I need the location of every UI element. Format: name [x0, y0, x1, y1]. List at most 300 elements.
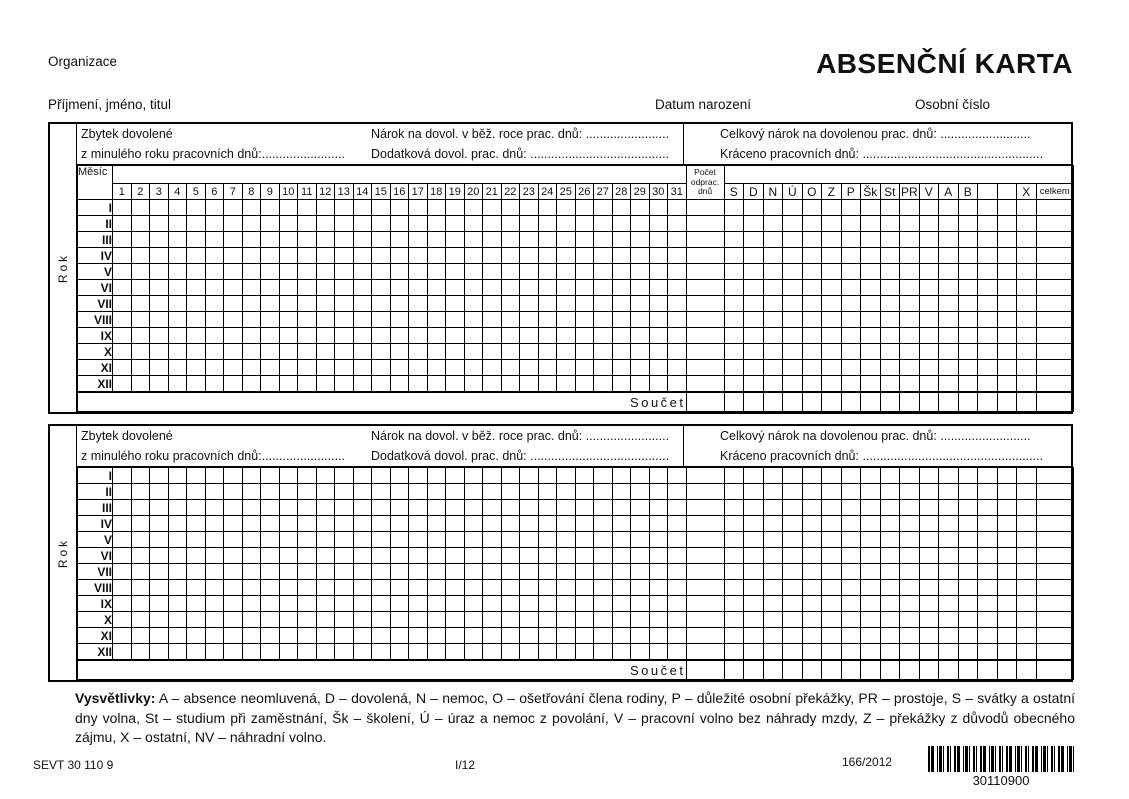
- day-cell[interactable]: [631, 548, 650, 564]
- day-cell[interactable]: [631, 644, 650, 661]
- day-cell[interactable]: [205, 500, 224, 516]
- day-cell[interactable]: [538, 280, 557, 296]
- day-cell[interactable]: [668, 628, 687, 644]
- day-cell[interactable]: [372, 564, 391, 580]
- type-total-cell[interactable]: [841, 532, 861, 548]
- day-cell[interactable]: [409, 500, 428, 516]
- type-total-cell[interactable]: [744, 264, 764, 280]
- day-cell[interactable]: [335, 376, 354, 393]
- day-cell[interactable]: [372, 264, 391, 280]
- day-cell[interactable]: [612, 376, 631, 393]
- day-cell[interactable]: [631, 200, 650, 216]
- day-cell[interactable]: [168, 360, 187, 376]
- day-cell[interactable]: [279, 232, 298, 248]
- type-total-cell[interactable]: [919, 548, 939, 564]
- day-cell[interactable]: [483, 468, 502, 484]
- type-total-cell[interactable]: [919, 312, 939, 328]
- type-total-cell[interactable]: [1036, 264, 1073, 280]
- previous-year-remaining-field[interactable]: z minulého roku pracovních dnů:........................: [81, 147, 346, 161]
- day-cell[interactable]: [483, 596, 502, 612]
- day-cell[interactable]: [501, 200, 520, 216]
- type-total-cell[interactable]: [783, 264, 803, 280]
- day-cell[interactable]: [261, 296, 280, 312]
- day-cell[interactable]: [649, 360, 668, 376]
- type-total-cell[interactable]: [744, 500, 764, 516]
- day-cell[interactable]: [538, 596, 557, 612]
- type-total-cell[interactable]: [783, 628, 803, 644]
- day-cell[interactable]: [242, 248, 261, 264]
- day-cell[interactable]: [483, 564, 502, 580]
- day-cell[interactable]: [668, 548, 687, 564]
- type-total-cell[interactable]: [802, 532, 822, 548]
- day-cell[interactable]: [168, 596, 187, 612]
- day-cell[interactable]: [390, 644, 409, 661]
- reduced-days-field[interactable]: Kráceno pracovních dnů: ....................................................: [720, 449, 1044, 463]
- type-total-cell[interactable]: [1036, 280, 1073, 296]
- day-cell[interactable]: [131, 264, 150, 280]
- day-cell[interactable]: [187, 312, 206, 328]
- sum-type-cell[interactable]: [919, 660, 939, 680]
- day-cell[interactable]: [446, 376, 465, 393]
- day-cell[interactable]: [575, 548, 594, 564]
- day-cell[interactable]: [316, 532, 335, 548]
- day-cell[interactable]: [335, 232, 354, 248]
- day-cell[interactable]: [612, 328, 631, 344]
- day-cell[interactable]: [150, 596, 169, 612]
- day-cell[interactable]: [446, 248, 465, 264]
- worked-days-cell[interactable]: [686, 516, 724, 532]
- type-total-cell[interactable]: [900, 484, 920, 500]
- day-cell[interactable]: [224, 516, 243, 532]
- type-total-cell[interactable]: [900, 580, 920, 596]
- type-total-cell[interactable]: [1017, 596, 1037, 612]
- type-total-cell[interactable]: [919, 532, 939, 548]
- day-cell[interactable]: [390, 328, 409, 344]
- type-total-cell[interactable]: [802, 612, 822, 628]
- day-cell[interactable]: [316, 216, 335, 232]
- day-cell[interactable]: [409, 360, 428, 376]
- day-cell[interactable]: [446, 216, 465, 232]
- day-cell[interactable]: [168, 200, 187, 216]
- type-total-cell[interactable]: [861, 360, 881, 376]
- day-cell[interactable]: [298, 596, 317, 612]
- day-cell[interactable]: [575, 500, 594, 516]
- day-cell[interactable]: [575, 264, 594, 280]
- day-cell[interactable]: [631, 500, 650, 516]
- previous-year-remaining-field[interactable]: z minulého roku pracovních dnů:........................: [81, 449, 346, 463]
- type-total-cell[interactable]: [724, 628, 744, 644]
- type-total-cell[interactable]: [880, 216, 900, 232]
- type-total-cell[interactable]: [783, 232, 803, 248]
- day-cell[interactable]: [113, 500, 132, 516]
- day-cell[interactable]: [594, 596, 613, 612]
- day-cell[interactable]: [557, 328, 576, 344]
- sum-type-cell[interactable]: [939, 392, 959, 412]
- day-cell[interactable]: [279, 344, 298, 360]
- day-cell[interactable]: [316, 564, 335, 580]
- day-cell[interactable]: [446, 500, 465, 516]
- day-cell[interactable]: [205, 468, 224, 484]
- day-cell[interactable]: [409, 200, 428, 216]
- type-total-cell[interactable]: [783, 360, 803, 376]
- day-cell[interactable]: [612, 264, 631, 280]
- day-cell[interactable]: [520, 216, 539, 232]
- day-cell[interactable]: [316, 264, 335, 280]
- sum-type-cell[interactable]: [783, 392, 803, 412]
- type-total-cell[interactable]: [783, 312, 803, 328]
- day-cell[interactable]: [205, 360, 224, 376]
- day-cell[interactable]: [261, 532, 280, 548]
- day-cell[interactable]: [261, 328, 280, 344]
- type-total-cell[interactable]: [861, 500, 881, 516]
- day-cell[interactable]: [520, 516, 539, 532]
- day-cell[interactable]: [612, 232, 631, 248]
- day-cell[interactable]: [279, 532, 298, 548]
- day-cell[interactable]: [372, 580, 391, 596]
- day-cell[interactable]: [353, 484, 372, 500]
- day-cell[interactable]: [575, 516, 594, 532]
- day-cell[interactable]: [575, 280, 594, 296]
- type-total-cell[interactable]: [802, 580, 822, 596]
- day-cell[interactable]: [224, 580, 243, 596]
- day-cell[interactable]: [464, 296, 483, 312]
- day-cell[interactable]: [335, 344, 354, 360]
- worked-days-cell[interactable]: [686, 376, 724, 393]
- day-cell[interactable]: [575, 248, 594, 264]
- type-total-cell[interactable]: [841, 484, 861, 500]
- day-cell[interactable]: [446, 612, 465, 628]
- type-total-cell[interactable]: [880, 312, 900, 328]
- day-cell[interactable]: [335, 580, 354, 596]
- day-cell[interactable]: [668, 612, 687, 628]
- type-total-cell[interactable]: [822, 596, 842, 612]
- worked-days-cell[interactable]: [686, 232, 724, 248]
- day-cell[interactable]: [113, 628, 132, 644]
- day-cell[interactable]: [427, 328, 446, 344]
- type-total-cell[interactable]: [1036, 232, 1073, 248]
- day-cell[interactable]: [631, 296, 650, 312]
- sum-type-cell[interactable]: [861, 660, 881, 680]
- sum-type-cell[interactable]: [978, 660, 998, 680]
- worked-days-cell[interactable]: [686, 580, 724, 596]
- day-cell[interactable]: [575, 216, 594, 232]
- type-total-cell[interactable]: [939, 248, 959, 264]
- type-total-cell[interactable]: [958, 296, 978, 312]
- day-cell[interactable]: [594, 200, 613, 216]
- day-cell[interactable]: [372, 280, 391, 296]
- day-cell[interactable]: [316, 500, 335, 516]
- day-cell[interactable]: [483, 312, 502, 328]
- day-cell[interactable]: [446, 264, 465, 280]
- day-cell[interactable]: [409, 548, 428, 564]
- day-cell[interactable]: [205, 312, 224, 328]
- type-total-cell[interactable]: [783, 248, 803, 264]
- day-cell[interactable]: [335, 484, 354, 500]
- type-total-cell[interactable]: [978, 280, 998, 296]
- day-cell[interactable]: [113, 328, 132, 344]
- type-total-cell[interactable]: [724, 232, 744, 248]
- type-total-cell[interactable]: [880, 376, 900, 393]
- type-total-cell[interactable]: [1017, 296, 1037, 312]
- day-cell[interactable]: [649, 296, 668, 312]
- day-cell[interactable]: [390, 596, 409, 612]
- day-cell[interactable]: [520, 264, 539, 280]
- day-cell[interactable]: [501, 216, 520, 232]
- day-cell[interactable]: [242, 328, 261, 344]
- day-cell[interactable]: [575, 312, 594, 328]
- type-total-cell[interactable]: [997, 628, 1017, 644]
- type-total-cell[interactable]: [822, 200, 842, 216]
- day-cell[interactable]: [353, 248, 372, 264]
- day-cell[interactable]: [168, 500, 187, 516]
- day-cell[interactable]: [187, 532, 206, 548]
- day-cell[interactable]: [279, 248, 298, 264]
- type-total-cell[interactable]: [802, 344, 822, 360]
- day-cell[interactable]: [668, 200, 687, 216]
- type-total-cell[interactable]: [802, 264, 822, 280]
- day-cell[interactable]: [649, 264, 668, 280]
- day-cell[interactable]: [205, 344, 224, 360]
- type-total-cell[interactable]: [919, 344, 939, 360]
- day-cell[interactable]: [649, 628, 668, 644]
- day-cell[interactable]: [668, 468, 687, 484]
- day-cell[interactable]: [298, 232, 317, 248]
- day-cell[interactable]: [464, 516, 483, 532]
- type-total-cell[interactable]: [978, 248, 998, 264]
- type-total-cell[interactable]: [841, 516, 861, 532]
- type-total-cell[interactable]: [763, 644, 783, 661]
- type-total-cell[interactable]: [822, 232, 842, 248]
- type-total-cell[interactable]: [763, 548, 783, 564]
- sum-type-cell[interactable]: [822, 660, 842, 680]
- day-cell[interactable]: [279, 216, 298, 232]
- day-cell[interactable]: [261, 500, 280, 516]
- day-cell[interactable]: [353, 500, 372, 516]
- type-total-cell[interactable]: [978, 376, 998, 393]
- type-total-cell[interactable]: [1017, 328, 1037, 344]
- day-cell[interactable]: [612, 564, 631, 580]
- day-cell[interactable]: [150, 532, 169, 548]
- day-cell[interactable]: [113, 248, 132, 264]
- day-cell[interactable]: [390, 580, 409, 596]
- day-cell[interactable]: [113, 644, 132, 661]
- day-cell[interactable]: [427, 500, 446, 516]
- worked-days-cell[interactable]: [686, 200, 724, 216]
- type-total-cell[interactable]: [822, 344, 842, 360]
- day-cell[interactable]: [298, 580, 317, 596]
- day-cell[interactable]: [464, 216, 483, 232]
- day-cell[interactable]: [205, 264, 224, 280]
- day-cell[interactable]: [150, 312, 169, 328]
- day-cell[interactable]: [316, 200, 335, 216]
- day-cell[interactable]: [242, 564, 261, 580]
- day-cell[interactable]: [150, 580, 169, 596]
- day-cell[interactable]: [150, 248, 169, 264]
- day-cell[interactable]: [594, 376, 613, 393]
- type-total-cell[interactable]: [724, 548, 744, 564]
- type-total-cell[interactable]: [783, 328, 803, 344]
- type-total-cell[interactable]: [997, 644, 1017, 661]
- day-cell[interactable]: [279, 312, 298, 328]
- day-cell[interactable]: [520, 580, 539, 596]
- type-total-cell[interactable]: [919, 612, 939, 628]
- type-total-cell[interactable]: [978, 200, 998, 216]
- day-cell[interactable]: [427, 200, 446, 216]
- type-total-cell[interactable]: [724, 468, 744, 484]
- day-cell[interactable]: [538, 200, 557, 216]
- day-cell[interactable]: [353, 312, 372, 328]
- day-cell[interactable]: [279, 548, 298, 564]
- type-total-cell[interactable]: [841, 500, 861, 516]
- type-total-cell[interactable]: [802, 596, 822, 612]
- type-total-cell[interactable]: [724, 516, 744, 532]
- day-cell[interactable]: [131, 312, 150, 328]
- day-cell[interactable]: [316, 376, 335, 393]
- day-cell[interactable]: [372, 296, 391, 312]
- day-cell[interactable]: [335, 532, 354, 548]
- day-cell[interactable]: [464, 612, 483, 628]
- type-total-cell[interactable]: [841, 264, 861, 280]
- day-cell[interactable]: [150, 628, 169, 644]
- type-total-cell[interactable]: [919, 484, 939, 500]
- day-cell[interactable]: [113, 232, 132, 248]
- type-total-cell[interactable]: [919, 564, 939, 580]
- day-cell[interactable]: [594, 232, 613, 248]
- day-cell[interactable]: [594, 248, 613, 264]
- day-cell[interactable]: [335, 216, 354, 232]
- type-total-cell[interactable]: [958, 628, 978, 644]
- day-cell[interactable]: [242, 548, 261, 564]
- type-total-cell[interactable]: [724, 532, 744, 548]
- type-total-cell[interactable]: [958, 200, 978, 216]
- type-total-cell[interactable]: [822, 248, 842, 264]
- day-cell[interactable]: [261, 312, 280, 328]
- day-cell[interactable]: [446, 644, 465, 661]
- day-cell[interactable]: [409, 628, 428, 644]
- day-cell[interactable]: [501, 248, 520, 264]
- day-cell[interactable]: [242, 484, 261, 500]
- day-cell[interactable]: [316, 548, 335, 564]
- type-total-cell[interactable]: [939, 548, 959, 564]
- type-total-cell[interactable]: [744, 248, 764, 264]
- day-cell[interactable]: [150, 564, 169, 580]
- type-total-cell[interactable]: [978, 516, 998, 532]
- day-cell[interactable]: [483, 328, 502, 344]
- day-cell[interactable]: [668, 484, 687, 500]
- type-total-cell[interactable]: [1036, 644, 1074, 661]
- type-total-cell[interactable]: [783, 516, 803, 532]
- day-cell[interactable]: [316, 628, 335, 644]
- type-total-cell[interactable]: [939, 596, 959, 612]
- additional-leave-field[interactable]: Dodatková dovol. prac. dnů: ........................................: [371, 449, 670, 463]
- day-cell[interactable]: [409, 264, 428, 280]
- day-cell[interactable]: [150, 344, 169, 360]
- day-cell[interactable]: [353, 468, 372, 484]
- worked-days-cell[interactable]: [686, 296, 724, 312]
- type-total-cell[interactable]: [861, 296, 881, 312]
- type-total-cell[interactable]: [997, 596, 1017, 612]
- type-total-cell[interactable]: [978, 596, 998, 612]
- day-cell[interactable]: [113, 264, 132, 280]
- day-cell[interactable]: [649, 564, 668, 580]
- type-total-cell[interactable]: [978, 344, 998, 360]
- day-cell[interactable]: [409, 376, 428, 393]
- day-cell[interactable]: [353, 612, 372, 628]
- type-total-cell[interactable]: [1036, 200, 1073, 216]
- day-cell[interactable]: [131, 612, 150, 628]
- day-cell[interactable]: [427, 644, 446, 661]
- type-total-cell[interactable]: [997, 200, 1017, 216]
- type-total-cell[interactable]: [822, 312, 842, 328]
- day-cell[interactable]: [575, 232, 594, 248]
- worked-days-cell[interactable]: [686, 564, 724, 580]
- day-cell[interactable]: [501, 484, 520, 500]
- day-cell[interactable]: [316, 360, 335, 376]
- day-cell[interactable]: [649, 216, 668, 232]
- day-cell[interactable]: [224, 564, 243, 580]
- day-cell[interactable]: [168, 312, 187, 328]
- day-cell[interactable]: [298, 500, 317, 516]
- day-cell[interactable]: [594, 216, 613, 232]
- type-total-cell[interactable]: [1036, 484, 1074, 500]
- day-cell[interactable]: [372, 644, 391, 661]
- type-total-cell[interactable]: [900, 516, 920, 532]
- day-cell[interactable]: [205, 376, 224, 393]
- day-cell[interactable]: [575, 360, 594, 376]
- day-cell[interactable]: [464, 548, 483, 564]
- day-cell[interactable]: [131, 564, 150, 580]
- day-cell[interactable]: [298, 200, 317, 216]
- day-cell[interactable]: [520, 532, 539, 548]
- type-total-cell[interactable]: [1017, 484, 1037, 500]
- day-cell[interactable]: [649, 344, 668, 360]
- type-total-cell[interactable]: [958, 516, 978, 532]
- type-total-cell[interactable]: [978, 216, 998, 232]
- day-cell[interactable]: [316, 280, 335, 296]
- day-cell[interactable]: [150, 280, 169, 296]
- day-cell[interactable]: [427, 532, 446, 548]
- day-cell[interactable]: [631, 360, 650, 376]
- day-cell[interactable]: [483, 344, 502, 360]
- day-cell[interactable]: [464, 264, 483, 280]
- day-cell[interactable]: [131, 328, 150, 344]
- day-cell[interactable]: [464, 248, 483, 264]
- day-cell[interactable]: [557, 500, 576, 516]
- day-cell[interactable]: [446, 200, 465, 216]
- day-cell[interactable]: [113, 612, 132, 628]
- day-cell[interactable]: [187, 264, 206, 280]
- day-cell[interactable]: [335, 328, 354, 344]
- type-total-cell[interactable]: [958, 312, 978, 328]
- day-cell[interactable]: [261, 628, 280, 644]
- day-cell[interactable]: [557, 312, 576, 328]
- day-cell[interactable]: [668, 280, 687, 296]
- type-total-cell[interactable]: [880, 644, 900, 661]
- day-cell[interactable]: [242, 360, 261, 376]
- day-cell[interactable]: [464, 468, 483, 484]
- day-cell[interactable]: [353, 216, 372, 232]
- type-total-cell[interactable]: [783, 564, 803, 580]
- day-cell[interactable]: [538, 376, 557, 393]
- day-cell[interactable]: [316, 312, 335, 328]
- day-cell[interactable]: [538, 216, 557, 232]
- day-cell[interactable]: [335, 248, 354, 264]
- day-cell[interactable]: [575, 376, 594, 393]
- day-cell[interactable]: [168, 344, 187, 360]
- day-cell[interactable]: [279, 564, 298, 580]
- type-total-cell[interactable]: [900, 612, 920, 628]
- day-cell[interactable]: [575, 344, 594, 360]
